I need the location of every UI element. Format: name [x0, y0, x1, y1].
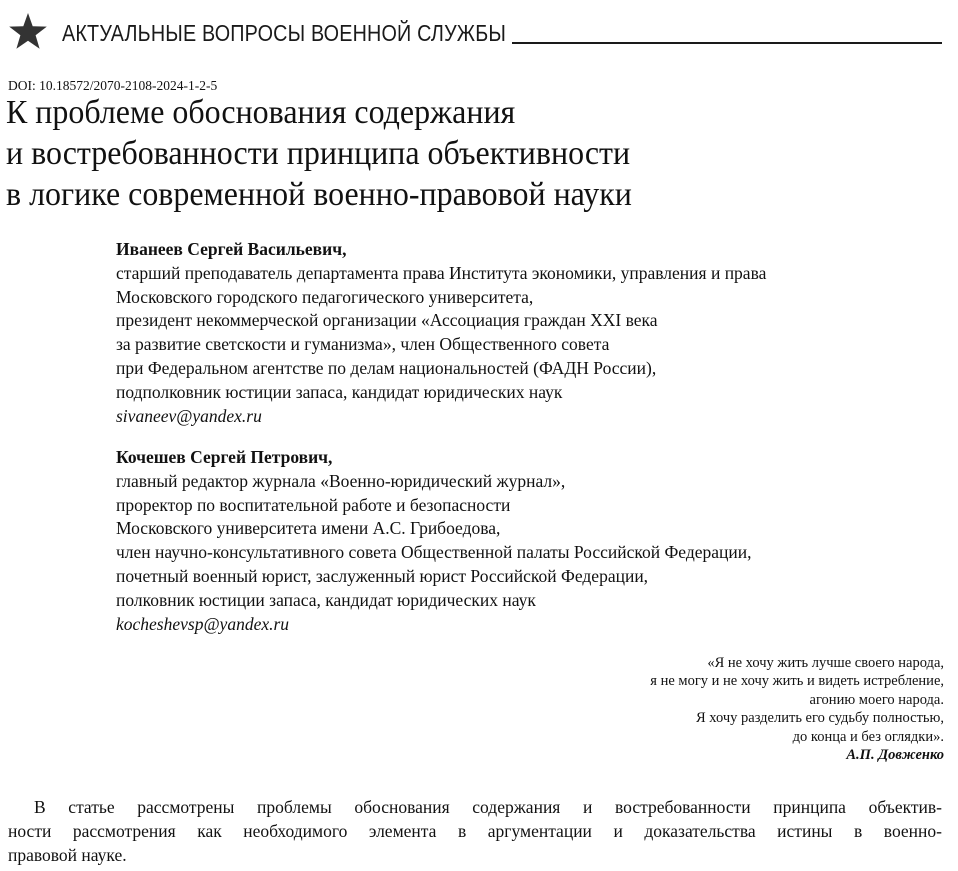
author-affiliation-line: за развитие светскости и гуманизма», член Общественного совета	[116, 334, 610, 355]
abstract-line: правовой науке.	[8, 845, 127, 865]
epigraph-line: я не могу и не хочу жить и видеть истребление,	[650, 673, 944, 690]
author-email[interactable]: sivaneev@yandex.ru	[116, 405, 262, 426]
author-affiliation-line: подполковник юстиции запаса, кандидат юридических наук	[116, 381, 563, 402]
author-affiliation-line: Московского городского педагогического университета,	[116, 286, 534, 307]
star-icon	[8, 12, 48, 50]
abstract	[8, 795, 942, 867]
author-affiliation-line: почетный военный юрист, заслуженный юрист Российской Федерации,	[116, 565, 649, 586]
author-affiliation-line: президент некоммерческой организации «Ассоциация граждан XXI века	[116, 310, 658, 331]
epigraph	[650, 654, 944, 764]
abstract-line: В статье рассмотрены проблемы обоснования содержания и востребованности принципа объектив-	[34, 797, 942, 817]
doi: DOI: 10.18572/2070-2108-2024-1-2-5	[8, 78, 218, 93]
epigraph-attribution: А.П. Довженко	[846, 747, 944, 764]
article-title	[6, 92, 890, 215]
epigraph-line: до конца и без оглядки».	[792, 728, 944, 745]
epigraph-line: Я хочу разделить его судьбу полностью,	[695, 710, 944, 727]
author-affiliation-line: полковник юстиции запаса, кандидат юридических наук	[116, 589, 536, 610]
author-block	[116, 238, 946, 428]
section-header	[8, 12, 942, 52]
title-line: в логике современной военно-правовой науки	[6, 176, 632, 213]
author-affiliation-line: Московского университета имени А.С. Грибоедова,	[116, 518, 501, 539]
author-affiliation-line: проректор по воспитательной работе и безопасности	[116, 494, 511, 515]
title-line: и востребованности принципа объективности	[6, 135, 631, 172]
abstract-line: ности рассмотрения как необходимого элемента в аргументации и доказательства истины в военно-	[8, 821, 942, 841]
epigraph-line: агонию моего народа.	[809, 691, 944, 708]
epigraph-line: «Я не хочу жить лучше своего народа,	[707, 655, 944, 671]
author-name: Иванеев Сергей Васильевич,	[116, 239, 347, 259]
author-affiliation-line: член научно-консультативного совета Общественной палаты Российской Федерации,	[116, 542, 752, 563]
title-line: К проблеме обоснования содержания	[6, 94, 516, 131]
author-block	[116, 446, 946, 636]
section-title: АКТУАЛЬНЫЕ ВОПРОСЫ ВОЕННОЙ СЛУЖБЫ	[62, 20, 507, 46]
author-email[interactable]: kocheshevsp@yandex.ru	[116, 613, 290, 634]
author-affiliation-line: главный редактор журнала «Военно-юридический журнал»,	[116, 470, 566, 491]
author-affiliation-line: при Федеральном агентстве по делам национальностей (ФАДН России),	[116, 357, 657, 378]
author-name: Кочешев Сергей Петрович,	[116, 447, 333, 467]
author-affiliation-line: старший преподаватель департамента права Института экономики, управления и права	[116, 262, 767, 283]
header-rule	[512, 42, 942, 44]
